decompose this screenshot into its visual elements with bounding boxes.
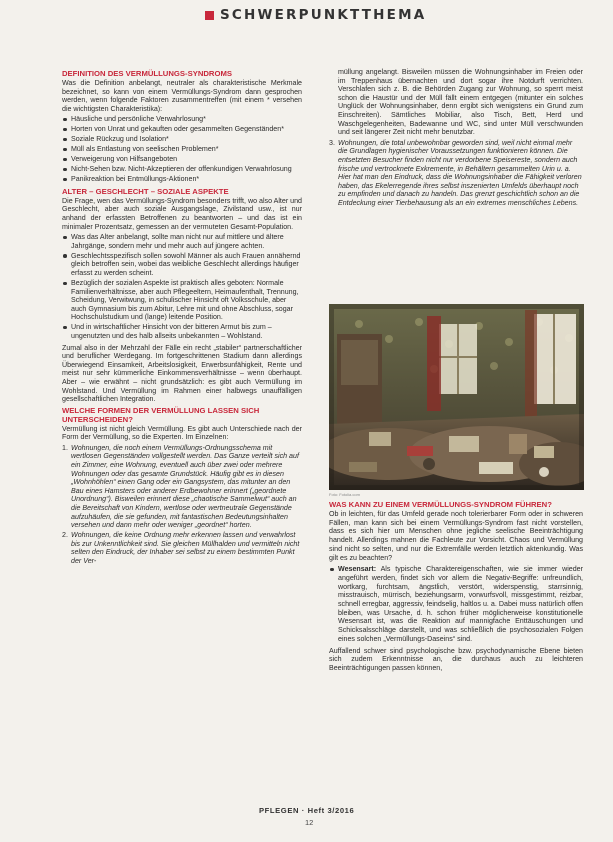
heading-age-gender: ALTER – GESCHLECHT – SOZIALE ASPEKTE	[62, 186, 229, 196]
list-item: Bezüglich der sozialen Aspekte ist praktisch alles geboten: Normale Familienverhältnisse, aber auch Pflegeeltern, Heimaufenthalt, Trennung, Scheidung, Verwitwung, in schulischer Hinsicht oft Volksschule, aber auch Gymnasium bis zum Abitur, Lehre mit und ohne Abschluss, sogar Hochschulstudium und (lange) leitende Position.	[62, 279, 302, 322]
list-item: Panikreaktion bei Entmüllungs-Aktionen*	[62, 175, 302, 184]
left-column	[62, 69, 302, 568]
forms-list	[62, 444, 302, 566]
list-item: Wesensart: Als typische Charaktereigenschaften, wie sie immer wieder angeführt werden, findet sich vor allem die Negativ-Begriffe: unfreundlich, wortkarg, furchtsam, ängstlich, verstört, widerspenstig, starrsinnig, misstrauisch, mürrisch, beziehungsarm, vorwurfsvoll, missgestimmt, reizbar, schnell erregbar, aggressiv, feindselig, haltlos u. a. Dabei muss natürlich offen bleiben, was Ursache, d. h. schon früher möglicherweise konstitutionelle Wesensart ist, was die Reaktion auf mannigfache Enttäuschungen und Schicksalsschläge darstellt, und was schließlich die psychosozialen Folgen eines solchen „Vermüllungs-Daseins“ sind.	[329, 565, 583, 643]
magazine-footer: PFLEGEN · Heft 3/2016	[259, 806, 355, 815]
photo-illustration	[329, 304, 584, 490]
paragraph-summary: Zumal also in der Mehrzahl der Fälle ein recht „stabiler“ partnerschaftlicher und beruflicher Werdegang. Im fortgeschrittenen Stadium dann allerdings Überwiegend Einsamkeit, Arbeitslosigkeit, Erwerbsunfähigkeit, Rente und meist nur sehr kümmerliche Einkommensverhältnisse – wenn überhaupt. Aber – wie erwähnt – nicht grundsätzlich: es gibt auch Vermüllung im Wohlstand. Und Vermüllung im Rahmen einer halbwegs unauffälligen gesellschaftlichen Integration.	[62, 343, 302, 404]
list-item: Nicht-Sehen bzw. Nicht-Akzeptieren der offenkundigen Verwahrlosung	[62, 165, 302, 174]
list-item: Häusliche und persönliche Verwahrlosung*	[62, 115, 302, 124]
list-item: 3. Wohnungen, die total unbewohnbar geworden sind, weil nicht einmal mehr die Grundlagen hygienischer Voraussetzungen funktionieren können. Die entsetzten Besucher finden nicht nur verdorbene Speisereste, sondern auch frische und vertrocknete Exkremente, in Behältern gesammelten Urin u. a. Hier hat man den Eindruck, dass die Wohnungsinhaber die Fähigkeit verloren haben, das Ekelerregende ihres selbst inszenierten Umfelds überhaupt noch zu empfinden und danach zu handeln. Das grenzt geschichtlich schon an die Entdeckung einer Tierbehausung als an ein extremes menschliches Lebens.	[329, 138, 582, 207]
right-column	[329, 68, 583, 210]
forms-list-continued	[329, 139, 583, 208]
paragraph-definition: Was die Definition anbelangt, neutraler als charakteristische Merkmale bezeichnet, so kann von einem Vermüllungs-Syndrom dann gesprochen werden, wenn folgende Faktoren zusammentreffen (mit einem * versehen die wichtigsten Charakteristika):	[62, 79, 302, 113]
page-number: 12	[305, 818, 314, 827]
red-square-marker	[205, 11, 214, 20]
photo-credit: Foto: Fotolia.com	[329, 492, 360, 497]
paragraph-psychology: Auffallend schwer sind psychologische bzw. psychodynamische Ebene bieten sich zudem Erkenntnisse an, die durchaus auch zu leichteren Beeinträchtigungen passen können,	[329, 646, 583, 672]
list-item: Was das Alter anbelangt, sollte man nicht nur auf mittlere und ältere Jahrgänge, sondern mehr und mehr auch auf jüngere achten.	[62, 233, 302, 250]
list-item: Horten von Unrat und gekauften oder gesammelten Gegenständen*	[62, 125, 302, 134]
right-column-lower	[329, 500, 583, 675]
paragraph-continued: müllung angelangt. Bisweilen müssen die Wohnungsinhaber im Freien oder im Treppenhaus übernachten und dort sogar ihre Notdurft verrichten. Verschlafen sich z. B. die Behörden Zugang zur Wohnung, so sperrt meist schon die Haustür und der Müll fällt einem entgegen (mitunter ein solches Unglück der Wohnungsinhaber, denn ergibt sich wenigstens ein Grund zum Einschreiten). Sämtliches Mobiliar, also Tisch, Bett, Herd und Waschgelegenheiten, Badewanne und WC, sind unter Müll verschwunden und seit längerer Zeit nicht mehr benutzbar.	[338, 68, 583, 137]
heading-definition: DEFINITION DES VERMÜLLUNGS-SYNDROMS	[62, 69, 232, 78]
heading-causes: WAS KANN ZU EINEM VERMÜLLUNGS-SYNDROM FÜHREN?	[329, 500, 552, 509]
list-item: Soziale Rückzug und Isolation*	[62, 135, 302, 144]
list-item: Verweigerung von Hilfsangeboten	[62, 155, 302, 164]
paragraph-forms-intro: Vermüllung ist nicht gleich Vermüllung. Es gibt auch Unterschiede nach der Form der Vermüllung, so die Experten. Im Einzelnen:	[62, 424, 302, 442]
list-item: Geschlechtsspezifisch sollen sowohl Männer als auch Frauen annähernd gleich betroffen sein, wobei das weibliche Geschlecht allerdings häufiger erfasst zu werden scheint.	[62, 252, 302, 278]
paragraph-causes: Ob in leichten, für das Umfeld gerade noch tolerierbarer Form oder in schweren Fällen, man kann sich bei einem Vermüllungs-Syndrom fast nicht vorstellen, dass es sich hier um Menschen ohne jegliche seelische Beeinträchtigung handelt. Allerdings mahnen die Fachleute zur Vorsicht. Chaos und Vermüllung sind nicht so selten, und nur die Extremfälle werden letztlich aktenkundig. Was gilt es zu beachten?	[329, 510, 583, 562]
criteria-list	[62, 115, 302, 184]
section-title: SCHWERPUNKTTHEMA	[220, 7, 427, 23]
aspects-list	[62, 233, 302, 340]
section-header	[205, 4, 605, 26]
list-item: 1. Wohnungen, die noch einem Vermüllungs-Ordnungsschema mit wertlosen Gegenständen vollgestellt werden. Das Ganze verteilt sich auf ein Zimmer, eine Wohnung, eventuell auch über zwei oder mehrere Wohnungen oder das gesamte Grundstück. Häufig gibt es in diesen „Wohnhöhlen“ einen Gang oder ein Gangsystem, das mitunter an den Bau eines Hamsters oder anderer Erdbewohner erinnert („geordnete Unordnung“). Bisweilen erinnert diese „chaotische Sammelwut“ auch an die Bereitschaft von Kindern, wertlose oder wertneutrale Gegenstände aufzuhäufen, die sie gefunden, mit fantastischen Bedeutungsinhalten versehen und dann mehr oder weniger „geordnet“ horten.	[62, 443, 299, 530]
heading-forms: WELCHE FORMEN DER VERMÜLLUNG LASSEN SICH UNTERSCHEIDEN?	[62, 405, 260, 424]
causes-list	[329, 565, 583, 643]
list-item: 2. Wohnungen, die keine Ordnung mehr erkennen lassen und verwahrlost bis zur Unkenntlichkeit sind. Sie gleichen Müllhalden und vermitteln nicht selten den Eindruck, der Inhaber sei selbst zu einem bestimmten Punkt der Ver-	[62, 531, 300, 565]
list-item: Müll als Entlastung von seelischen Problemen*	[62, 145, 302, 154]
paragraph-age-gender: Die Frage, wen das Vermüllungs-Syndrom besonders trifft, wo also Alter und Geschlecht, aber auch soziale Ausgangslage, Zivilstand usw., ist nur anhand der erfassten Betroffenen zu beantworten – und das ist ein minimaler Prozentsatz, gemessen an der vermuteten Gesamt-Population.	[62, 196, 302, 231]
list-item: Und in wirtschaftlicher Hinsicht von der bitteren Armut bis zum – ungenutzten und des halb allseits unbekannten – Wohlstand.	[62, 323, 302, 340]
hoarding-room-photo	[329, 304, 584, 490]
